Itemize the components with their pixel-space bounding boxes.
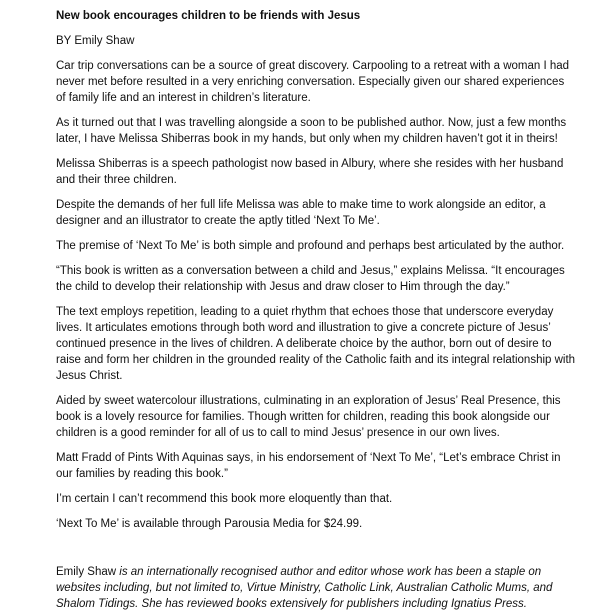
author-bio-name: Emily Shaw <box>56 566 117 578</box>
paragraph: Despite the demands of her full life Melissa was able to make time to work alongside an editor, a designer and an illustrator to create the aptly titled ‘Next To Me’. <box>56 199 546 227</box>
article-byline: BY Emily Shaw <box>56 35 135 47</box>
paragraph: As it turned out that I was travelling alongside a soon to be published author. Now, just a few months later, I have Melissa Shiberras book in my hands, but only when my children haven’t got it in theirs! <box>56 117 567 145</box>
paragraph: The text employs repetition, leading to a quiet rhythm that echoes those that underscore everyday lives. It articulates emotions through both word and illustration to give a concrete picture of Jesus’ continued presence in the lives of children. A deliberate choice by the author, born out of desire to raise and form her children in the grounded reality of the Catholic faith and its integral relationship with Jesus Christ. <box>56 306 576 382</box>
paragraph: I’m certain I can’t recommend this book more eloquently than that. <box>56 493 393 505</box>
paragraph: ‘Next To Me’ is available through Parousia Media for $24.99. <box>56 518 363 530</box>
paragraph: Aided by sweet watercolour illustrations, culminating in an exploration of Jesus’ Real Presence, this book is a lovely resource for families. Though written for children, reading this book alongside our children is a good reminder for all of us to call to mind Jesus’ presence in our own lives. <box>56 395 561 439</box>
author-bio-text: is an internationally recognised author and editor whose work has been a staple on websites including, but not limited to, Virtue Ministry, Catholic Link, Australian Catholic Mums, and Shalom Tidings. She has reviewed books extensively for publishers including Ignatius Press. <box>56 566 553 610</box>
paragraph: The premise of ‘Next To Me’ is both simple and profound and perhaps best articulated by the author. <box>56 240 565 252</box>
paragraph: Car trip conversations can be a source of great discovery. Carpooling to a retreat with a woman I had never met before resulted in a very enriching conversation. Especially given our shared experiences of family life and an interest in children’s literature. <box>56 60 570 104</box>
paragraph: Matt Fradd of Pints With Aquinas says, in his endorsement of ‘Next To Me’, “Let’s embrace Christ in our families by reading this book.” <box>56 452 561 480</box>
paragraph: Melissa Shiberras is a speech pathologist now based in Albury, where she resides with her husband and their three children. <box>56 158 564 186</box>
document-page <box>56 8 576 612</box>
article-title: New book encourages children to be friends with Jesus <box>56 10 361 22</box>
paragraph: “This book is written as a conversation between a child and Jesus,” explains Melissa. “It encourages the child to develop their relationship with Jesus and draw closer to Him through the day.” <box>56 265 565 293</box>
author-bio <box>56 564 576 612</box>
